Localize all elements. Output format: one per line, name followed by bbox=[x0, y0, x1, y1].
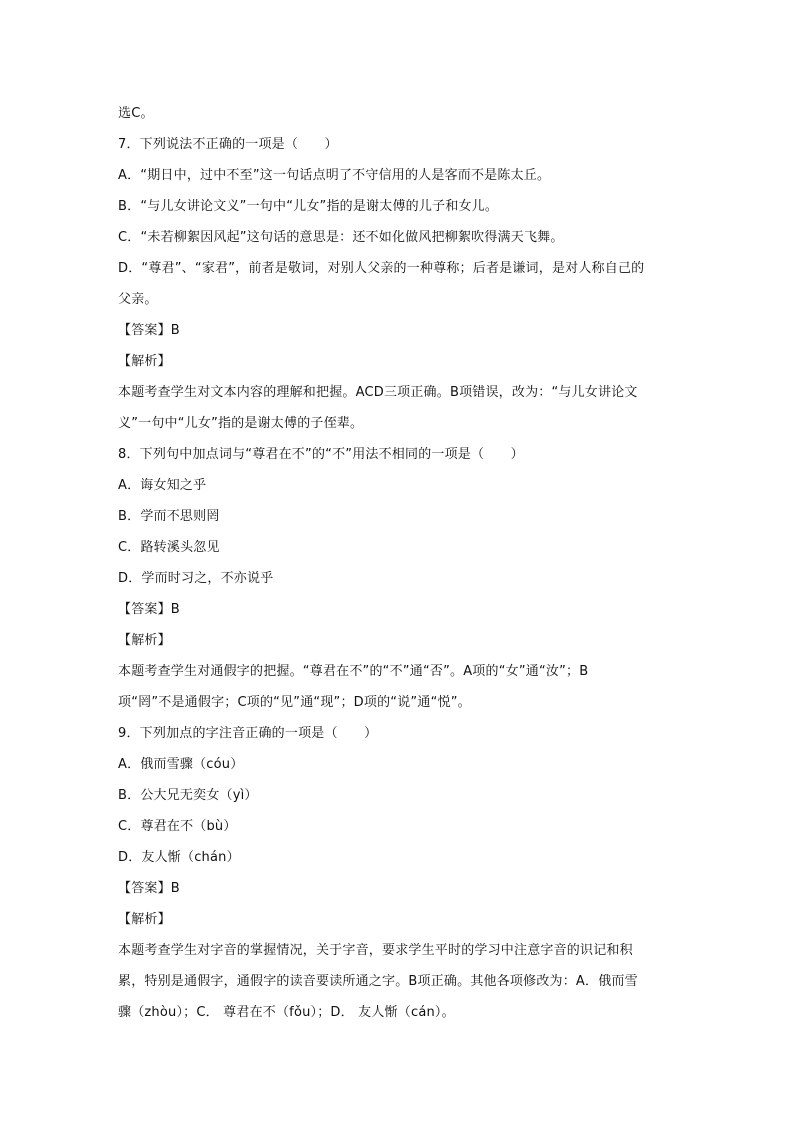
question-9-option-d: D．友人惭（chán） bbox=[118, 850, 240, 865]
question-7-option-b: B．“与儿女讲论文义”一句中“儿女”指的是谢太傅的儿子和女儿。 bbox=[118, 199, 499, 214]
question-8-option-a: A．诲女知之乎 bbox=[118, 478, 207, 493]
document-page bbox=[118, 98, 678, 1028]
question-7-stem: 7．下列说法不正确的一项是（ ） bbox=[118, 137, 338, 152]
question-7-answer: 【答案】B bbox=[118, 323, 180, 338]
question-8-stem: 8．下列句中加点词与“尊君在不”的“不”用法不相同的一项是（ ） bbox=[118, 447, 524, 462]
question-9-option-c: C．尊君在不（bù） bbox=[118, 819, 237, 834]
question-9-stem: 9．下列加点的字注音正确的一项是（ ） bbox=[118, 726, 378, 741]
question-7-option-d-continued: 父亲。 bbox=[118, 292, 158, 307]
text-line: 选C。 bbox=[118, 106, 154, 121]
question-9-option-b: B．公大兄无奕女（yì） bbox=[118, 788, 258, 803]
question-7-analysis-text: 本题考查学生对文本内容的理解和把握。ACD三项正确。B项错误，改为：“与儿女讲论文 bbox=[118, 385, 638, 400]
question-9-analysis-heading: 【解析】 bbox=[118, 912, 171, 927]
question-7-analysis-heading: 【解析】 bbox=[118, 354, 171, 369]
question-9-option-a: A．俄而雪骤（cóu） bbox=[118, 757, 244, 772]
question-8-analysis-text: 本题考查学生对通假字的把握。“尊君在不”的“不”通“否”。A项的“女”通“汝”；B bbox=[118, 664, 589, 679]
question-8-answer: 【答案】B bbox=[118, 602, 180, 617]
question-9-analysis-text: 累，特别是通假字，通假字的读音要读所通之字。B项正确。其他各项修改为：A．俄而雪 bbox=[118, 974, 638, 989]
question-9-analysis-text: 骤（zhòu）；C． 尊君在不（fǒu）；D． 友人惭（cán）。 bbox=[118, 1005, 455, 1020]
question-7-option-c: C．“未若柳絮因风起”这句话的意思是：还不如化做风把柳絮吹得满天飞舞。 bbox=[118, 230, 564, 245]
question-8-option-d: D．学而时习之，不亦说乎 bbox=[118, 571, 274, 586]
question-9-analysis-text: 本题考查学生对字音的掌握情况，关于字音，要求学生平时的学习中注意字音的识记和积 bbox=[118, 943, 633, 958]
question-7-option-a: A．“期日中，过中不至”这一句话点明了不守信用的人是客而不是陈太丘。 bbox=[118, 168, 551, 183]
question-8-analysis-text: 项“罔”不是通假字；C项的“见”通“现”；D项的“说”通“悦”。 bbox=[118, 695, 471, 710]
question-8-option-c: C．路转溪头忽见 bbox=[118, 540, 220, 555]
question-9-answer: 【答案】B bbox=[118, 881, 180, 896]
question-8-option-b: B．学而不思则罔 bbox=[118, 509, 220, 524]
question-7-analysis-text: 义”一句中“儿女”指的是谢太傅的子侄辈。 bbox=[118, 416, 364, 431]
question-8-analysis-heading: 【解析】 bbox=[118, 633, 171, 648]
question-7-option-d: D．“尊君”、“家君”，前者是敬词，对别人父亲的一种尊称；后者是谦词，是对人称自己的 bbox=[118, 261, 645, 276]
